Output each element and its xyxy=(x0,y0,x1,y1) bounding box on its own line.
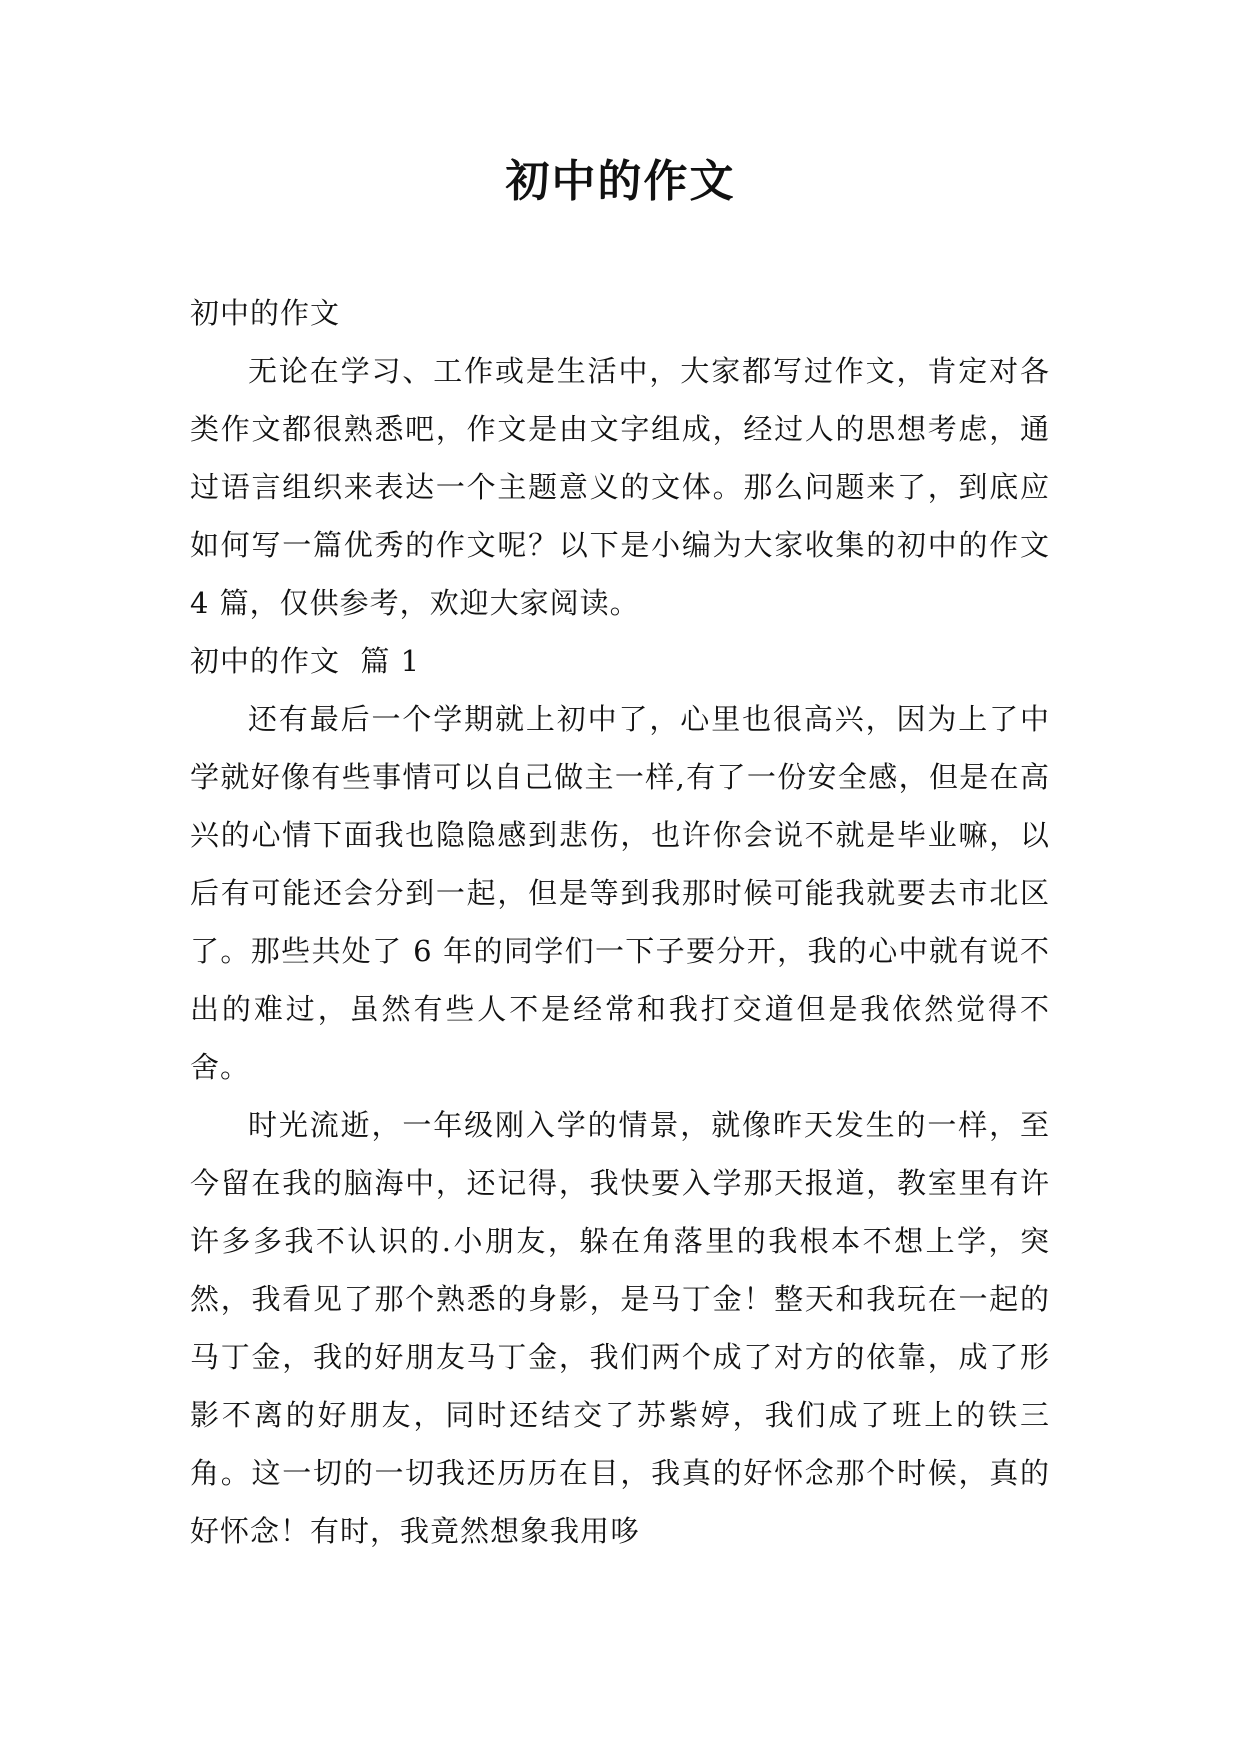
intro-paragraph: 无论在学习、工作或是生活中，大家都写过作文，肯定对各类作文都很熟悉吧，作文是由文字组成，经过人的思想考虑，通过语言组织来表达一个主题意义的文体。那么问题来了，到底应如何写一篇优秀的作文呢？以下是小编为大家收集的初中的作文 4 篇，仅供参考，欢迎大家阅读。 xyxy=(190,354,1050,620)
essay-paragraph: 时光流逝，一年级刚入学的情景，就像昨天发生的一样，至今留在我的脑海中，还记得，我快要入学那天报道，教室里有许许多多我不认识的.小朋友，躲在角落里的我根本不想上学，突然，我看见了那个熟悉的身影，是马丁金！整天和我玩在一起的马丁金，我的好朋友马丁金，我们两个成了对方的依靠，成了形影不离的好朋友，同时还结交了苏紫婷，我们成了班上的铁三角。这一切的一切我还历历在目，我真的好怀念那个时候，真的好怀念！有时，我竟然想象我用哆 xyxy=(190,1108,1050,1548)
essay-paragraph: 还有最后一个学期就上初中了，心里也很高兴，因为上了中学就好像有些事情可以自己做主一样,有了一份安全感，但是在高兴的心情下面我也隐隐感到悲伤，也许你会说不就是毕业嘛，以后有可能还会分到一起，但是等到我那时候可能我就要去市北区了。那些共处了 6 年的同学们一下子要分开，我的心中就有说不出的难过，虽然有些人不是经常和我打交道但是我依然觉得不舍。 xyxy=(190,702,1050,1084)
section-heading: 初中的作文 xyxy=(190,296,341,330)
section-heading-essay-1: 初中的作文 篇 1 xyxy=(190,644,421,678)
document-title: 初中的作文 xyxy=(505,156,736,207)
document-body xyxy=(190,284,1050,1560)
